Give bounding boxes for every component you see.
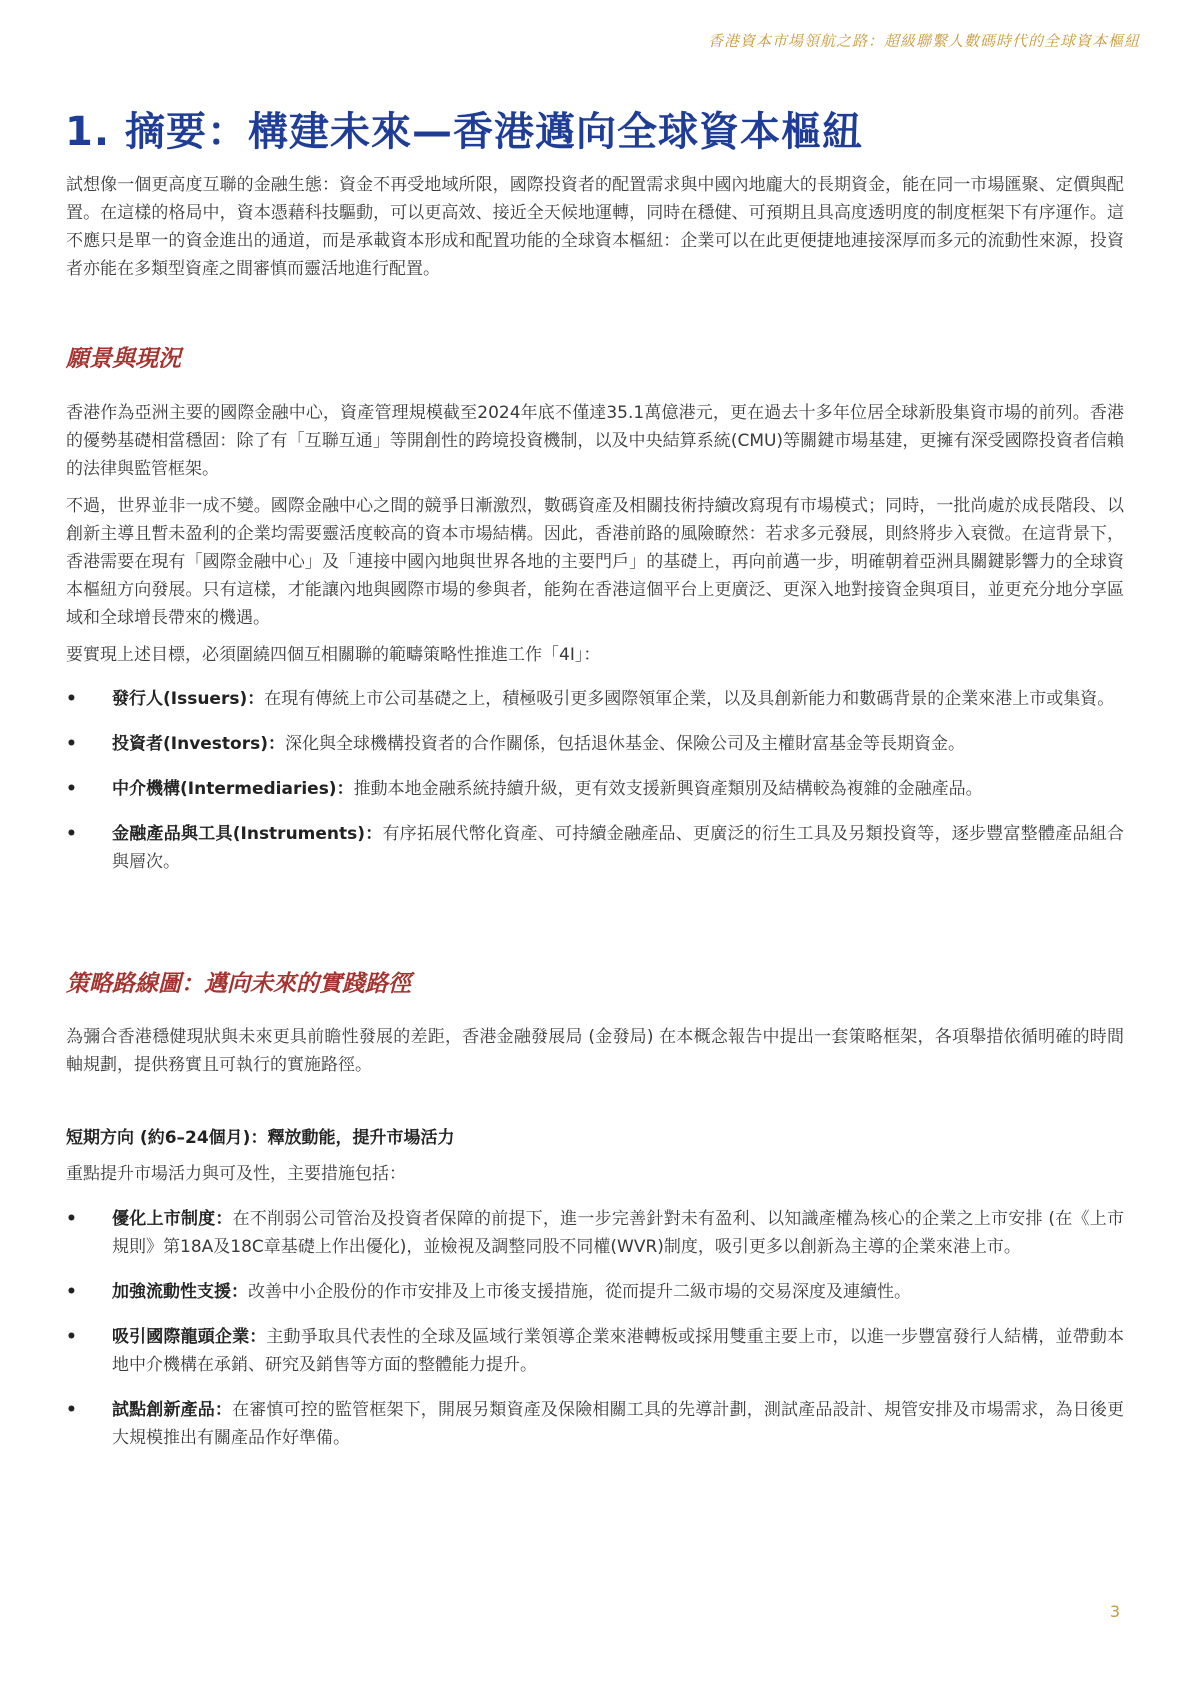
intro-paragraph: 試想像一個更高度互聯的金融生態：資金不再受地域所限，國際投資者的配置需求與中國內地龐大的長期資金，能在同一市場匯聚、定價與配置。在這樣的格局中，資本憑藉科技驅動，可以更高效、接近全天候地運轉，同時在穩健、可預期且具高度透明度的制度框架下有序運作。這不應只是單一的資金進出的通道，而是承載資本形成和配置功能的全球資本樞紐：企業可以在此更便捷地連接深厚而多元的流動性來源，投資者亦能在多類型資產之間審慎而靈活地進行配置。	[66, 175, 1124, 279]
page-number: 3	[1109, 1602, 1120, 1621]
bullet-icon: •	[66, 779, 77, 799]
roadmap-intro: 為彌合香港穩健現狀與未來更具前瞻性發展的差距，香港金融發展局 (金發局) 在本概念報告中提出一套策略框架，各項舉措依循明確的時間軸規劃，提供務實且可執行的實施路徑。	[66, 1027, 1124, 1075]
vision-paragraph-3: 要實現上述目標，必須圍繞四個互相關聯的範疇策略性推進工作「4I」：	[66, 645, 601, 665]
bullet-icon: •	[66, 1400, 77, 1420]
vision-heading: 願景與現況	[66, 346, 181, 372]
bullet-text: 推動本地金融系統持續升級，更有效支援新興資產類別及結構較為複雜的金融產品。	[353, 779, 983, 799]
bullet-text: 在現有傳統上市公司基礎之上，積極吸引更多國際領軍企業，以及具創新能力和數碼背景的企業來港上市或集資。	[264, 689, 1115, 709]
bullet-icon: •	[66, 1282, 77, 1302]
bullet-term: 中介機構(Intermediaries)：	[112, 779, 354, 799]
bullet-term: 金融產品與工具(Instruments)：	[112, 824, 383, 844]
list-item	[66, 1278, 1124, 1306]
short-term-intro: 重點提升市場活力與可及性，主要措施包括：	[66, 1164, 406, 1184]
vision-paragraph-1: 香港作為亞洲主要的國際金融中心，資產管理規模截至2024年底不僅達35.1萬億港元，更在過去十多年位居全球新股集資市場的前列。香港的優勢基礎相當穩固：除了有「互聯互通」等開創性的跨境投資機制，以及中央結算系統(CMU)等關鍵市場基建，更擁有深受國際投資者信賴的法律與監管框架。	[66, 403, 1124, 479]
bullet-text: 在審慎可控的監管框架下，開展另類資產及保險相關工具的先導計劃，測試產品設計、規管安排及市場需求，為日後更大規模推出有關產品作好準備。	[112, 1400, 1125, 1448]
bullet-text: 有序拓展代幣化資產、可持續金融產品、更廣泛的衍生工具及另類投資等，逐步豐富整體產品組合與層次。	[112, 824, 1124, 872]
list-item	[66, 1323, 1124, 1379]
bullet-icon: •	[66, 1209, 77, 1229]
running-header: 香港資本市場領航之路：超級聯繫人數碼時代的全球資本樞紐	[707, 32, 1140, 50]
bullet-term: 發行人(Issuers)：	[112, 689, 265, 709]
list-item	[66, 1205, 1124, 1261]
page-title: 1. 摘要：構建未來—香港邁向全球資本樞紐	[65, 109, 863, 155]
list-item	[66, 685, 1124, 713]
list-item	[66, 775, 1124, 803]
short-term-heading: 短期方向 (約6–24個月)：釋放動能，提升市場活力	[66, 1128, 455, 1148]
list-item	[66, 820, 1124, 876]
list-item	[66, 1396, 1124, 1452]
bullet-icon: •	[66, 824, 77, 844]
bullet-text: 在不削弱公司管治及投資者保障的前提下，進一步完善針對未有盈利、以知識產權為核心的企業之上市安排 (在《上市規則》第18A及18C章基礎上作出優化)，並檢視及調整同股不同權(WVR)制度，吸引更多以創新為主導的企業來港上市。	[112, 1209, 1124, 1257]
bullet-term: 投資者(Investors)：	[112, 734, 286, 754]
bullet-term: 優化上市制度：	[112, 1209, 233, 1229]
4i-list	[66, 685, 1124, 876]
bullet-term: 試點創新產品：	[112, 1400, 233, 1420]
short-term-measures-list	[66, 1205, 1124, 1452]
bullet-icon: •	[66, 689, 77, 709]
bullet-text: 深化與全球機構投資者的合作關係，包括退休基金、保險公司及主權財富基金等長期資金。	[285, 734, 966, 754]
bullet-term: 加強流動性支援：	[112, 1282, 248, 1302]
bullet-text: 改善中小企股份的作市安排及上市後支援措施，從而提升二級市場的交易深度及連續性。	[248, 1282, 911, 1302]
bullet-icon: •	[66, 734, 77, 754]
list-item	[66, 730, 1124, 758]
vision-paragraph-2: 不過，世界並非一成不變。國際金融中心之間的競爭日漸激烈，數碼資產及相關技術持續改寫現有市場模式；同時，一批尚處於成長階段、以創新主導且暫未盈利的企業均需要靈活度較高的資本市場結構。因此，香港前路的風險瞭然：若求多元發展，則終將步入衰微。在這背景下，香港需要在現有「國際金融中心」及「連接中國內地與世界各地的主要門戶」的基礎上，再向前邁一步，明確朝着亞洲具關鍵影響力的全球資本樞紐方向發展。只有這樣，才能讓內地與國際市場的參與者，能夠在香港這個平台上更廣泛、更深入地對接資金與項目，並更充分地分享區域和全球增長帶來的機遇。	[66, 496, 1124, 628]
bullet-term: 吸引國際龍頭企業：	[112, 1327, 267, 1347]
roadmap-heading: 策略路線圖：邁向未來的實踐路徑	[66, 971, 411, 997]
bullet-text: 主動爭取具代表性的全球及區域行業領導企業來港轉板或採用雙重主要上市，以進一步豐富發行人結構，並帶動本地中介機構在承銷、研究及銷售等方面的整體能力提升。	[112, 1327, 1125, 1375]
bullet-icon: •	[66, 1327, 77, 1347]
